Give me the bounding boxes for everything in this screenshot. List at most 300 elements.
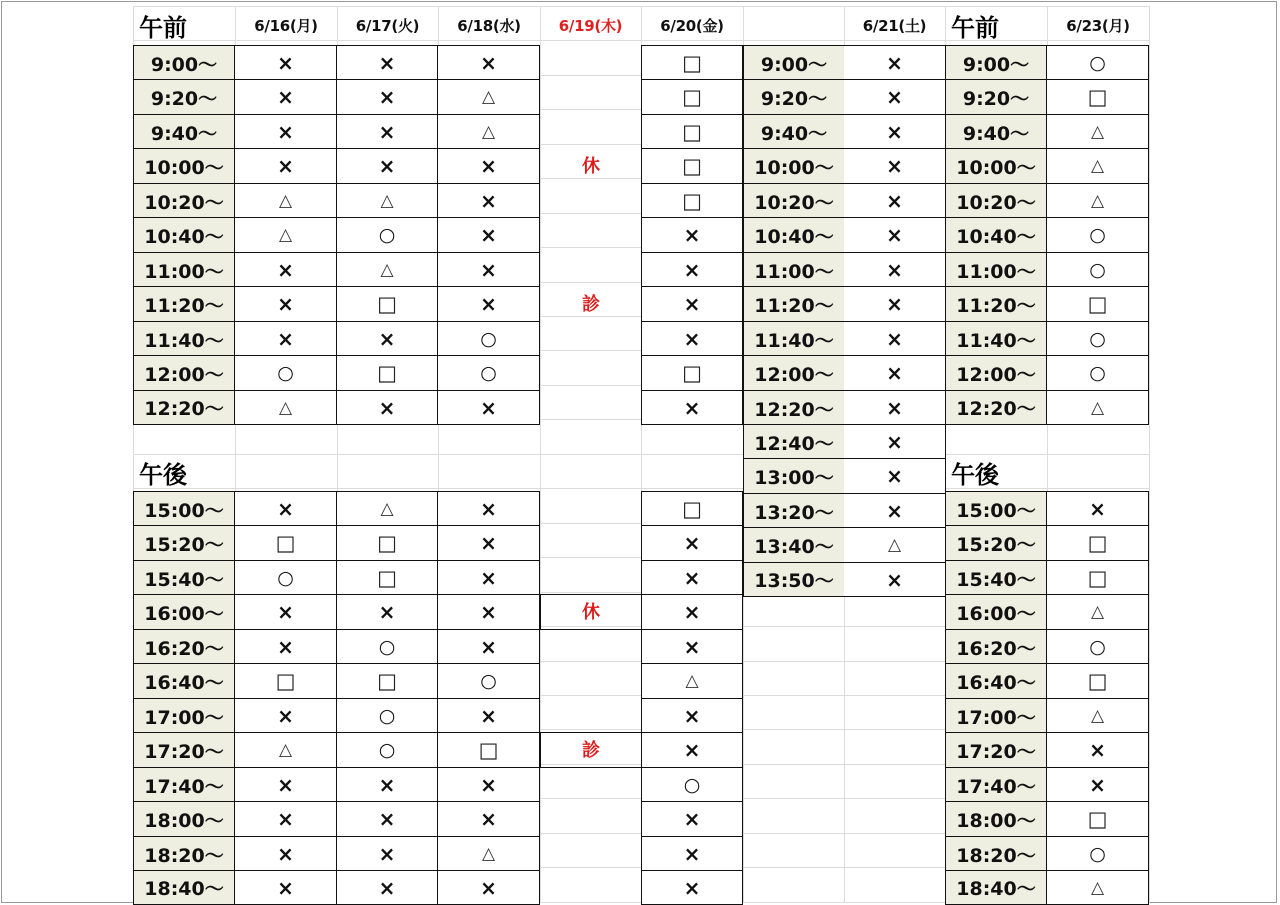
slot-d1 <box>235 767 337 802</box>
slot-d3 <box>438 732 540 767</box>
slot-d2 <box>337 732 438 767</box>
availability-mark: × <box>1089 773 1106 797</box>
availability-mark: × <box>277 600 294 624</box>
date-header-d1: 6/16(月) <box>254 16 318 35</box>
time-slot-sat: 10:00〜 <box>743 148 845 183</box>
time-slot: 9:00〜 <box>133 45 235 80</box>
time-slot-sat: 12:20〜 <box>743 390 845 425</box>
availability-mark: □ <box>377 531 397 555</box>
availability-mark: □ <box>1087 669 1108 693</box>
time-slot-d7: 11:00〜 <box>945 252 1047 287</box>
time-slot-d7: 10:20〜 <box>945 183 1047 218</box>
section-label-am: 午前 <box>139 14 187 42</box>
closed-day-char-shin-pm: 診 <box>582 740 600 761</box>
time-slot: 17:00〜 <box>133 698 235 733</box>
availability-mark: ○ <box>378 224 396 246</box>
slot-d2 <box>337 594 438 629</box>
slot-d1 <box>235 629 337 664</box>
slot-d2 <box>337 183 438 218</box>
availability-mark: × <box>480 704 497 728</box>
availability-mark: □ <box>1087 566 1108 590</box>
date-header-d2: 6/17(火) <box>355 16 420 35</box>
slot-d6 <box>844 458 946 493</box>
slot-d5 <box>641 390 743 425</box>
slot-d7 <box>1047 836 1149 871</box>
time-slot-sat: 12:40〜 <box>743 424 845 459</box>
availability-mark: × <box>1089 497 1106 521</box>
slot-d7 <box>1047 114 1149 149</box>
slot-d5 <box>641 114 743 149</box>
availability-mark: × <box>683 395 701 420</box>
availability-mark: × <box>683 566 701 590</box>
availability-mark: × <box>480 154 497 178</box>
availability-mark: × <box>683 738 701 762</box>
slot-d2 <box>337 390 438 425</box>
availability-mark: ○ <box>1089 843 1106 865</box>
slot-d7 <box>1047 767 1149 802</box>
slot-d2 <box>337 629 438 664</box>
slot-d6 <box>844 527 946 562</box>
date-header-d5: 6/20(金) <box>660 16 724 35</box>
availability-mark: × <box>378 327 396 351</box>
availability-mark: × <box>886 361 903 385</box>
slot-d3 <box>438 286 540 321</box>
slot-d1 <box>235 321 337 356</box>
availability-mark: ○ <box>1089 224 1106 246</box>
slot-d5 <box>641 286 743 321</box>
availability-mark: □ <box>682 189 702 213</box>
slot-d7 <box>1047 148 1149 183</box>
slot-d3 <box>438 629 540 664</box>
slot-d2 <box>337 217 438 252</box>
availability-mark: ○ <box>378 739 396 761</box>
slot-d7 <box>1047 355 1149 390</box>
slot-d3 <box>438 390 540 425</box>
availability-mark: × <box>480 292 497 316</box>
time-slot: 11:40〜 <box>133 321 235 356</box>
time-slot: 15:20〜 <box>133 525 235 560</box>
availability-mark: ○ <box>480 670 497 692</box>
availability-mark: × <box>277 258 294 282</box>
availability-mark: × <box>683 223 701 247</box>
time-slot: 16:20〜 <box>133 629 235 664</box>
availability-mark: × <box>378 842 396 866</box>
slot-d5 <box>641 217 743 252</box>
closed-day-char-kyu-am: 休 <box>582 156 600 177</box>
table-border <box>540 629 642 630</box>
availability-mark: × <box>886 292 903 316</box>
time-slot: 17:20〜 <box>133 732 235 767</box>
time-slot-d7: 11:40〜 <box>945 321 1047 356</box>
availability-mark: △ <box>278 225 293 245</box>
slot-d6 <box>844 390 946 425</box>
availability-mark: □ <box>682 85 702 109</box>
slot-d7 <box>1047 801 1149 836</box>
availability-mark: □ <box>1087 292 1108 316</box>
slot-d1 <box>235 836 337 871</box>
slot-d7 <box>1047 594 1149 629</box>
availability-mark: × <box>480 807 497 831</box>
slot-d5 <box>641 629 743 664</box>
availability-mark: ○ <box>378 636 396 658</box>
slot-d6 <box>844 252 946 287</box>
availability-mark: □ <box>377 669 397 693</box>
slot-d3 <box>438 594 540 629</box>
slot-d3 <box>438 663 540 698</box>
slot-d5 <box>641 148 743 183</box>
time-slot: 16:00〜 <box>133 594 235 629</box>
availability-mark: △ <box>1090 877 1105 898</box>
slot-d1 <box>235 560 337 595</box>
closed-day-char-shin-am: 診 <box>582 294 600 315</box>
slot-d2 <box>337 525 438 560</box>
availability-mark: × <box>886 258 903 282</box>
slot-d1 <box>235 801 337 836</box>
slot-d2 <box>337 321 438 356</box>
slot-d3 <box>438 560 540 595</box>
availability-mark: × <box>683 327 701 351</box>
availability-mark: × <box>277 51 294 75</box>
time-slot-d7: 18:00〜 <box>945 801 1047 836</box>
slot-d6 <box>844 79 946 114</box>
availability-mark: × <box>886 499 903 523</box>
slot-d7 <box>1047 286 1149 321</box>
time-slot-sat: 13:50〜 <box>743 562 845 597</box>
availability-mark: □ <box>377 292 397 316</box>
availability-mark: □ <box>275 531 296 555</box>
availability-mark: × <box>378 773 396 797</box>
availability-mark: □ <box>1087 531 1108 555</box>
slot-d7 <box>1047 870 1149 905</box>
availability-mark: ○ <box>277 567 294 589</box>
availability-mark: □ <box>682 154 702 178</box>
date-header-d3: 6/18(水) <box>457 16 521 35</box>
slot-d6 <box>844 45 946 80</box>
availability-mark: × <box>378 807 396 831</box>
availability-mark: × <box>277 875 294 900</box>
slot-d6 <box>844 114 946 149</box>
time-slot-d7: 9:20〜 <box>945 79 1047 114</box>
availability-mark: × <box>480 189 497 213</box>
time-slot-d7: 15:40〜 <box>945 560 1047 595</box>
availability-mark: × <box>277 842 294 866</box>
slot-d2 <box>337 663 438 698</box>
time-slot-d7: 18:40〜 <box>945 870 1047 905</box>
slot-d3 <box>438 491 540 526</box>
availability-mark: × <box>480 773 497 797</box>
availability-mark: △ <box>278 740 293 760</box>
slot-d1 <box>235 45 337 80</box>
time-slot: 10:00〜 <box>133 148 235 183</box>
availability-mark: ○ <box>1089 636 1106 658</box>
availability-mark: × <box>480 531 497 555</box>
slot-d3 <box>438 698 540 733</box>
availability-mark: × <box>378 51 396 75</box>
slot-d2 <box>337 355 438 390</box>
slot-d2 <box>337 836 438 871</box>
time-slot: 18:20〜 <box>133 836 235 871</box>
slot-d7 <box>1047 491 1149 526</box>
time-slot: 10:20〜 <box>133 183 235 218</box>
availability-mark: △ <box>380 191 394 211</box>
availability-mark: × <box>480 223 497 247</box>
slot-d1 <box>235 594 337 629</box>
availability-mark: × <box>886 154 903 178</box>
availability-mark: △ <box>481 87 496 107</box>
slot-d2 <box>337 491 438 526</box>
slot-d1 <box>235 491 337 526</box>
availability-mark: ○ <box>683 774 701 796</box>
time-slot-d7: 11:20〜 <box>945 286 1047 321</box>
slot-d2 <box>337 45 438 80</box>
slot-d5 <box>641 870 743 905</box>
slot-d6 <box>844 493 946 528</box>
availability-mark: □ <box>377 566 397 590</box>
availability-mark: × <box>683 600 701 624</box>
availability-mark: × <box>277 292 294 316</box>
time-slot: 16:40〜 <box>133 663 235 698</box>
availability-mark: × <box>480 497 497 521</box>
slot-d3 <box>438 114 540 149</box>
availability-mark: △ <box>481 844 496 864</box>
slot-d5 <box>641 45 743 80</box>
slot-d1 <box>235 732 337 767</box>
slot-d1 <box>235 79 337 114</box>
time-slot-d7: 17:00〜 <box>945 698 1047 733</box>
slot-d5 <box>641 836 743 871</box>
time-slot-sat: 13:20〜 <box>743 493 845 528</box>
availability-mark: ○ <box>1089 52 1106 74</box>
availability-mark: × <box>277 154 294 178</box>
time-slot: 17:40〜 <box>133 767 235 802</box>
availability-mark: △ <box>1090 706 1105 726</box>
slot-d2 <box>337 801 438 836</box>
availability-mark: × <box>378 600 396 624</box>
time-slot: 15:00〜 <box>133 491 235 526</box>
date-header-d4: 6/19(木) <box>558 16 623 35</box>
availability-mark: × <box>378 120 396 144</box>
availability-mark: △ <box>380 499 394 519</box>
availability-mark: × <box>886 189 903 213</box>
availability-mark: × <box>886 396 903 420</box>
slot-d5 <box>641 183 743 218</box>
time-slot-d7: 17:40〜 <box>945 767 1047 802</box>
availability-mark: △ <box>1090 156 1105 176</box>
availability-mark: × <box>480 600 497 624</box>
availability-mark: × <box>378 875 396 900</box>
availability-mark: × <box>480 566 497 590</box>
slot-d2 <box>337 148 438 183</box>
slot-d5 <box>641 525 743 560</box>
time-slot-sat: 12:00〜 <box>743 355 845 390</box>
time-slot-d7: 16:40〜 <box>945 663 1047 698</box>
slot-d5 <box>641 560 743 595</box>
slot-d5 <box>641 663 743 698</box>
time-slot-d7: 16:20〜 <box>945 629 1047 664</box>
time-slot-d7: 12:00〜 <box>945 355 1047 390</box>
availability-mark: □ <box>1087 807 1108 831</box>
availability-mark: △ <box>278 397 293 418</box>
time-slot-d7: 10:00〜 <box>945 148 1047 183</box>
slot-d6 <box>844 424 946 459</box>
availability-mark: × <box>886 85 903 109</box>
availability-mark: ○ <box>277 362 294 384</box>
slot-d1 <box>235 870 337 905</box>
availability-mark: □ <box>275 669 296 693</box>
slot-d7 <box>1047 698 1149 733</box>
slot-d3 <box>438 217 540 252</box>
slot-d2 <box>337 286 438 321</box>
availability-mark: △ <box>685 671 699 691</box>
time-slot-sat: 13:00〜 <box>743 458 845 493</box>
availability-mark: ○ <box>1089 259 1106 281</box>
slot-d3 <box>438 767 540 802</box>
time-slot-sat: 9:40〜 <box>743 114 845 149</box>
availability-mark: ○ <box>378 705 396 727</box>
availability-mark: △ <box>1090 191 1105 211</box>
availability-mark: × <box>378 395 396 420</box>
time-slot-sat: 9:00〜 <box>743 45 845 80</box>
slot-d3 <box>438 525 540 560</box>
table-border <box>540 767 642 768</box>
slot-d6 <box>844 355 946 390</box>
availability-mark: × <box>683 292 701 316</box>
time-slot: 18:00〜 <box>133 801 235 836</box>
slot-d3 <box>438 183 540 218</box>
availability-mark: □ <box>377 361 397 385</box>
availability-mark: × <box>277 704 294 728</box>
slot-d5 <box>641 801 743 836</box>
time-slot: 12:20〜 <box>133 390 235 425</box>
slot-d6 <box>844 562 946 597</box>
availability-mark: × <box>277 327 294 351</box>
availability-mark: × <box>886 120 903 144</box>
slot-d2 <box>337 767 438 802</box>
slot-d2 <box>337 114 438 149</box>
availability-mark: × <box>378 85 396 109</box>
slot-d5 <box>641 321 743 356</box>
slot-d3 <box>438 148 540 183</box>
slot-d2 <box>337 560 438 595</box>
slot-d2 <box>337 870 438 905</box>
time-slot-sat: 13:40〜 <box>743 527 845 562</box>
time-slot-sat: 11:00〜 <box>743 252 845 287</box>
availability-mark: × <box>683 635 701 659</box>
time-slot-d7: 17:20〜 <box>945 732 1047 767</box>
time-slot: 12:00〜 <box>133 355 235 390</box>
availability-mark: × <box>886 51 903 75</box>
time-slot-sat: 10:40〜 <box>743 217 845 252</box>
availability-mark: × <box>683 842 701 866</box>
availability-mark: × <box>277 85 294 109</box>
slot-d2 <box>337 79 438 114</box>
time-slot: 9:20〜 <box>133 79 235 114</box>
availability-mark: △ <box>278 191 293 211</box>
slot-d1 <box>235 355 337 390</box>
availability-mark: × <box>277 120 294 144</box>
availability-mark: □ <box>682 120 702 144</box>
time-slot-d7: 10:40〜 <box>945 217 1047 252</box>
slot-d3 <box>438 355 540 390</box>
slot-d1 <box>235 663 337 698</box>
slot-d3 <box>438 45 540 80</box>
time-slot-d7: 9:00〜 <box>945 45 1047 80</box>
availability-mark: × <box>683 875 701 900</box>
availability-mark: × <box>1089 738 1106 762</box>
availability-mark: × <box>683 531 701 555</box>
section-label-am-2: 午前 <box>951 14 999 42</box>
time-slot-d7: 9:40〜 <box>945 114 1047 149</box>
slot-d6 <box>844 148 946 183</box>
time-slot: 18:40〜 <box>133 870 235 905</box>
time-slot-d7: 18:20〜 <box>945 836 1047 871</box>
availability-mark: × <box>480 51 497 75</box>
availability-mark: △ <box>1090 602 1105 622</box>
slot-d7 <box>1047 79 1149 114</box>
slot-d5 <box>641 79 743 114</box>
slot-d7 <box>1047 321 1149 356</box>
closed-day-char-kyu-pm: 休 <box>582 602 600 623</box>
slot-d7 <box>1047 560 1149 595</box>
slot-d6 <box>844 217 946 252</box>
availability-mark: ○ <box>1089 362 1106 384</box>
slot-d6 <box>844 183 946 218</box>
availability-mark: × <box>480 258 497 282</box>
reservation-schedule-table <box>133 6 1149 903</box>
slot-d1 <box>235 217 337 252</box>
availability-mark: × <box>683 704 701 728</box>
availability-mark: × <box>480 635 497 659</box>
time-slot-d7: 16:00〜 <box>945 594 1047 629</box>
slot-d5 <box>641 252 743 287</box>
time-slot-d7: 12:20〜 <box>945 390 1047 425</box>
slot-d7 <box>1047 252 1149 287</box>
time-slot: 9:40〜 <box>133 114 235 149</box>
slot-d7 <box>1047 663 1149 698</box>
availability-mark: × <box>480 395 497 420</box>
slot-d3 <box>438 321 540 356</box>
availability-mark: × <box>683 258 701 282</box>
slot-d3 <box>438 79 540 114</box>
slot-d7 <box>1047 390 1149 425</box>
slot-d5 <box>641 355 743 390</box>
slot-d7 <box>1047 525 1149 560</box>
availability-mark: □ <box>682 51 702 75</box>
availability-mark: ○ <box>1089 328 1106 350</box>
availability-mark: × <box>378 154 396 178</box>
availability-mark: × <box>277 773 294 797</box>
time-slot: 11:20〜 <box>133 286 235 321</box>
date-header-d6: 6/21(土) <box>862 16 927 35</box>
slot-d5 <box>641 698 743 733</box>
availability-mark: △ <box>380 260 394 280</box>
availability-mark: ○ <box>480 328 497 350</box>
availability-mark: ○ <box>480 362 497 384</box>
date-header-d7: 6/23(月) <box>1066 16 1130 35</box>
time-slot: 10:40〜 <box>133 217 235 252</box>
availability-mark: △ <box>1090 122 1105 142</box>
slot-d1 <box>235 286 337 321</box>
slot-d5 <box>641 594 743 629</box>
slot-d3 <box>438 801 540 836</box>
availability-mark: × <box>277 635 294 659</box>
availability-mark: □ <box>682 361 702 385</box>
availability-mark: △ <box>887 535 902 555</box>
time-slot-sat: 11:40〜 <box>743 321 845 356</box>
slot-d2 <box>337 252 438 287</box>
availability-mark: × <box>886 464 903 488</box>
availability-mark: × <box>886 327 903 351</box>
